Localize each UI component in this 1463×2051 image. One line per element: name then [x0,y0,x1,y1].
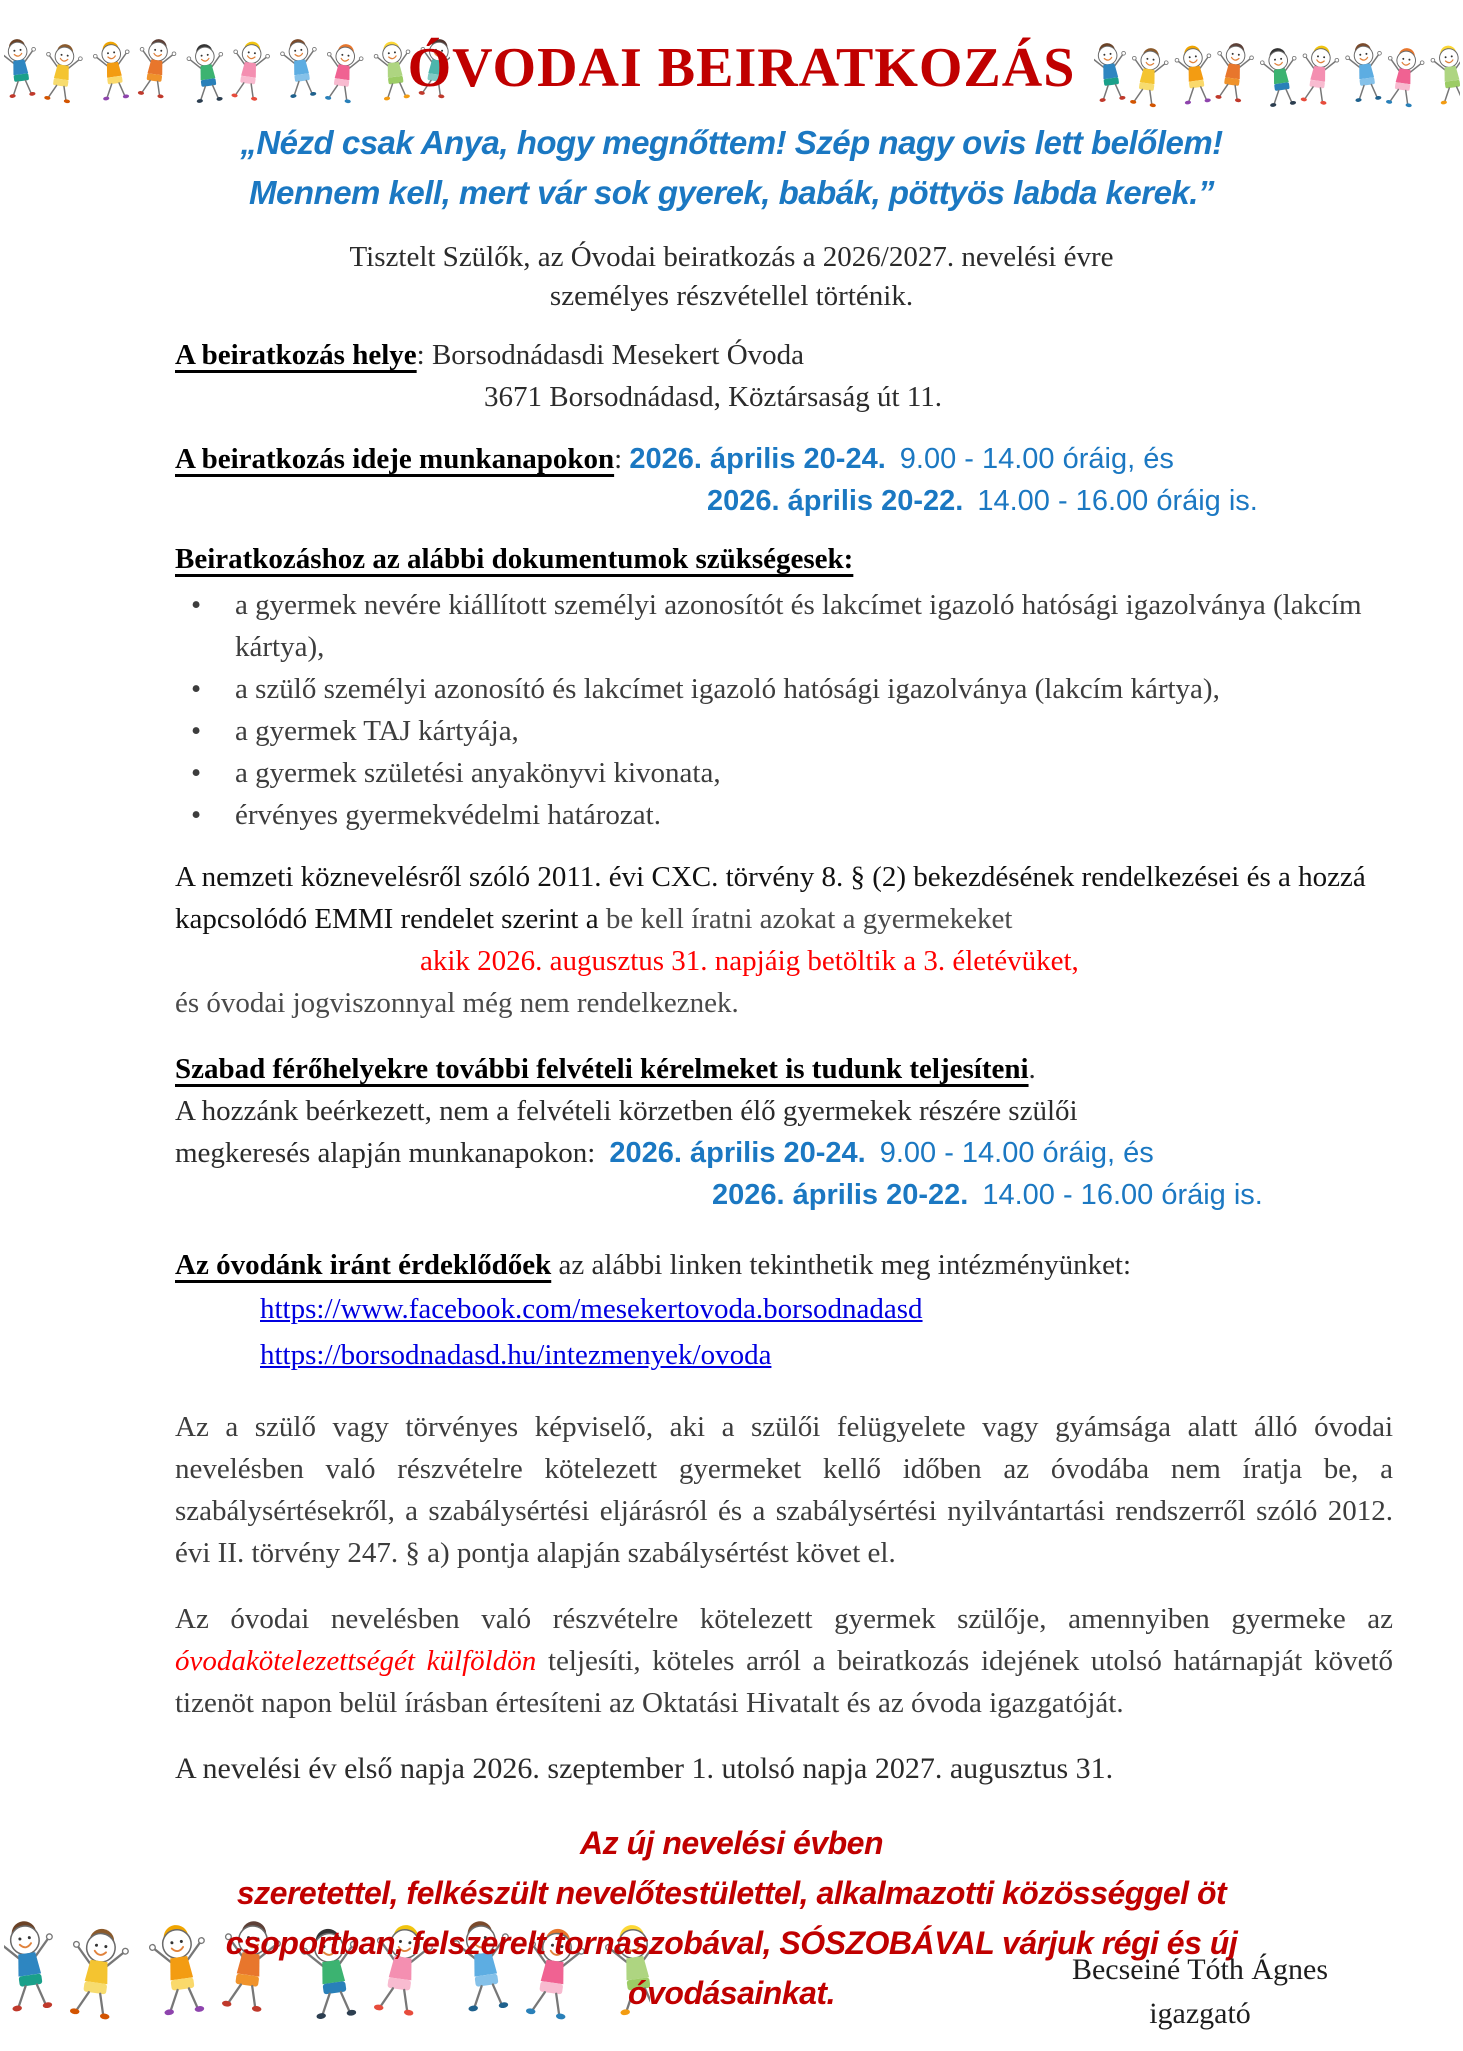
required-documents [0,538,1463,836]
website-link[interactable]: https://borsodnadasd.hu/intezmenyek/ovoda [260,1339,772,1371]
signature-block [1020,1948,1380,2036]
enrollment-location-label: A beiratkozás helye [175,339,417,371]
free-places-line2-text: megkeresés alapján munkanapokon: [175,1137,596,1169]
links-section [0,1244,1463,1378]
list-item: • érvényes gyermekvédelmi határozat. [175,794,1393,836]
free-places-date2: 2026. április 20-22. [712,1179,969,1211]
required-documents-list [175,584,1393,836]
closing-line4: óvodásainkat. [628,1975,835,2011]
list-item: • a gyermek születési anyakönyvi kivonata, [175,752,1393,794]
abroad-red-italic: óvodakötelezettségét külföldön [175,1645,537,1677]
intro-line2: személyes részvétellel történik. [549,280,914,312]
free-places-time1: 9.00 - 14.00 óráig, és [879,1137,1154,1169]
abroad-part1: Az óvodai nevelésben való részvételre kötelezett gyermek szülője, amennyiben gyermeke az [175,1603,1393,1635]
list-item: • a szülő személyi azonosító és lakcímet igazoló hatósági igazolványa (lakcím kártya), [175,668,1393,710]
enrollment-schedule [0,438,1463,522]
website-link-line [175,1332,1393,1378]
closing-line3: csoportban, felszerelt tornaszobával, SÓSZOBÁVAL várjuk régi és új [225,1925,1238,1961]
facebook-link-line [175,1286,1393,1332]
free-places-heading-line [175,1048,1393,1090]
law-part1: A nemzeti köznevelésről szóló 2011. évi CXC. törvény 8. § (2) bekezdésének rendelkezései és a hozzá kapcsolódó EMMI rendelet szerint a [175,861,1366,935]
enrollment-schedule-line1 [175,438,1393,480]
list-item: • a gyermek nevére kiállított személyi azonosítót és lakcímet igazoló hatósági igazolványa (lakcím kártya), [175,584,1393,668]
school-year-line: A nevelési év első napja 2026. szeptember 1. utolsó napja 2027. augusztus 31. [175,1752,1114,1785]
law-part2: be kell íratni azokat a gyermekeket [605,903,1013,935]
links-heading-line [175,1244,1393,1286]
schedule-time2: 14.00 - 16.00 óráig is. [977,485,1258,517]
links-heading-rest: az alábbi linken tekinthetik meg intézményünket: [551,1249,1132,1281]
abroad-paragraph [0,1598,1463,1724]
law-red-line: akik 2026. augusztus 31. napjáig betöltik a 3. életévüket, [420,945,1079,977]
free-places-date1: 2026. április 20-24. [609,1137,866,1169]
penalty-paragraph: Az a szülő vagy törvényes képviselő, aki a szülői felügyelete vagy gyámsága alatt álló óvodai nevelésben való részvételre kötelezett gyermeket kellő időben az óvodába nem íratja be, a szabálysértésekről, a szabálysértési eljárásról és a szabálysértési nyilvántartási rendszerről szóló 2012. évi II. törvény 247. § a) pontja alapján szabálysértést követ el. [175,1411,1393,1569]
rhyme-quote-line1: „Nézd csak Anya, hogy megnőttem! Szép nagy ovis lett belőlem! [240,124,1223,161]
signature-name: Becseiné Tóth Ágnes [1071,1953,1329,1986]
closing-line2: szeretettel, felkészült nevelőtestülettel, alkalmazotti közösséggel öt [236,1875,1227,1911]
required-documents-heading: Beiratkozáshoz az alábbi dokumentumok szükségesek: [175,543,854,575]
law-paragraph [0,856,1463,1024]
free-places-time2: 14.00 - 16.00 óráig is. [982,1179,1263,1211]
page-title: ÓVODAI BEIRATKOZÁS [407,37,1076,99]
rhyme-quote [0,118,1463,218]
free-places-heading: Szabad férőhelyekre további felvételi kérelmeket is tudunk teljesíteni [175,1053,1029,1085]
rhyme-quote-line2: Mennem kell, mert vár sok gyerek, babák, pöttyös labda kerek.” [249,174,1214,211]
enrollment-schedule-label: A beiratkozás ideje munkanapokon [175,443,615,475]
law-text [175,856,1393,940]
free-places-line2 [175,1132,1393,1174]
intro-line1: Tisztelt Szülők, az Óvodai beiratkozás a 2026/2027. nevelési évre [349,241,1114,273]
schedule-time1: 9.00 - 14.00 óráig, és [899,443,1174,475]
facebook-link[interactable]: https://www.facebook.com/mesekertovoda.borsodnadasd [260,1293,923,1325]
enrollment-location-line [175,334,1393,376]
abroad-part2: teljesíti, köteles arról a beiratkozás idejének utolsó határnapját követő tizenöt napon belül írásban értesíteni az Oktatási Hivatalt és az óvoda igazgatóját. [175,1645,1393,1719]
colon: : [416,339,432,371]
colon: : [614,443,630,475]
enrollment-location [0,334,1463,418]
links-heading: Az óvodánk iránt érdeklődőek [175,1249,552,1281]
free-places-line3 [175,1174,1393,1216]
schedule-date2: 2026. április 20-22. [707,485,964,517]
signature-role: igazgató [1149,1997,1251,2030]
intro-paragraph [0,238,1463,316]
free-places-line1: A hozzánk beérkezett, nem a felvételi körzetben élő gyermekek részére szülői [175,1095,1078,1127]
period: . [1028,1053,1036,1085]
law-part3: és óvodai jogviszonnyal még nem rendelkeznek. [175,987,739,1019]
free-places-section [0,1048,1463,1216]
list-item: • a gyermek TAJ kártyája, [175,710,1393,752]
enrollment-location-value: Borsodnádasdi Mesekert Óvoda [431,339,805,371]
enrollment-schedule-line2 [175,480,1393,522]
schedule-date1: 2026. április 20-24. [629,443,886,475]
closing-line1: Az új nevelési évben [579,1825,883,1861]
enrollment-location-address: 3671 Borsodnádasd, Köztársaság út 11. [484,381,943,413]
